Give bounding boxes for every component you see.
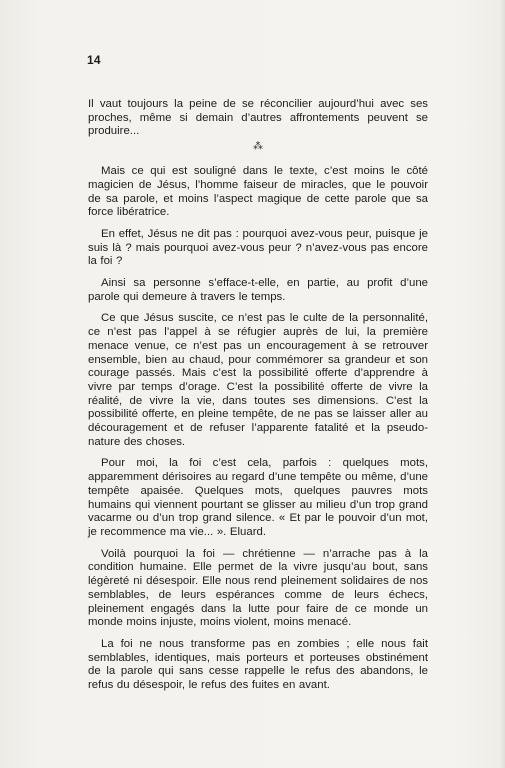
paragraph-6: Pour moi, la foi c’est cela, parfois : quelques mots, apparemment dérisoires au regard d’une tempête ou même, d’une tempête apaisée. Quelques mots, quelques pauvres mots humains qui viennent pourtant se glisser au milieu d’un trop grand vacarme ou d’un trop grand silence. « Et par le pouvoir d’un mot, je recommence ma vie... ». Eluard.	[88, 457, 428, 538]
paragraph-3: En effet, Jésus ne dit pas : pourquoi avez-vous peur, puisque je suis là ? mais pourquoi avez-vous peur ? n’avez-vous pas encore la foi ?	[88, 227, 428, 268]
page-edge-shadow	[499, 0, 505, 768]
paragraph-8: La foi ne nous transforme pas en zombies ; elle nous fait semblables, identiques, mais porteurs et porteuses obstinément de la parole qui sans cesse rappelle le refus des abandons, le refus du désespoir, le refus des fuites en avant.	[88, 637, 428, 692]
paragraph-1: Il vaut toujours la peine de se réconcilier aujourd’hui avec ses proches, même si demain d’autres affrontements peuvent se produire...	[88, 98, 428, 138]
paragraph-7: Voilà pourquoi la foi — chrétienne — n’arrache pas à la condition humaine. Elle permet de la vivre jusqu’au bout, sans légèreté ni désespoir. Elle nous rend pleinement solidaires de nos semblables, de leurs espérances comme de leurs échecs, pleinement engagés dans la lutte pour faire de ce monde un monde moins injuste, moins violent, moins menacé.	[88, 547, 428, 629]
body-text	[88, 98, 428, 701]
paragraph-4: Ainsi sa personne s’efface-t-elle, en partie, au profit d’une parole qui demeure à travers le temps.	[88, 277, 428, 303]
paragraph-2: Mais ce qui est souligné dans le texte, c’est moins le côté magicien de Jésus, l’homme faiseur de miracles, que le pouvoir de sa parole, et moins l’aspect magique de cette parole que sa force libératrice.	[88, 165, 428, 219]
page-number: 14	[87, 53, 101, 67]
section-ornament: ⁂	[253, 141, 263, 153]
paragraph-5: Ce que Jésus suscite, ce n’est pas le culte de la personnalité, ce n’est pas l’appel à se réfugier auprès de lui, la première menace venue, ce n’est pas un encouragement à se retrouver ensemble, bien au chaud, pour commémorer sa grandeur et son courage passés. Mais c’est la possibilité offerte d’apprendre à vivre par temps d’orage. C’est la possibilité offerte de vivre la réalité, de vivre la vie, dans toutes ses dimensions. C’est la possibilité offerte, en pleine tempête, de ne pas se laisser aller au découragement et de refuser l’apparente fatalité et la pseudo-nature des choses.	[88, 312, 428, 448]
